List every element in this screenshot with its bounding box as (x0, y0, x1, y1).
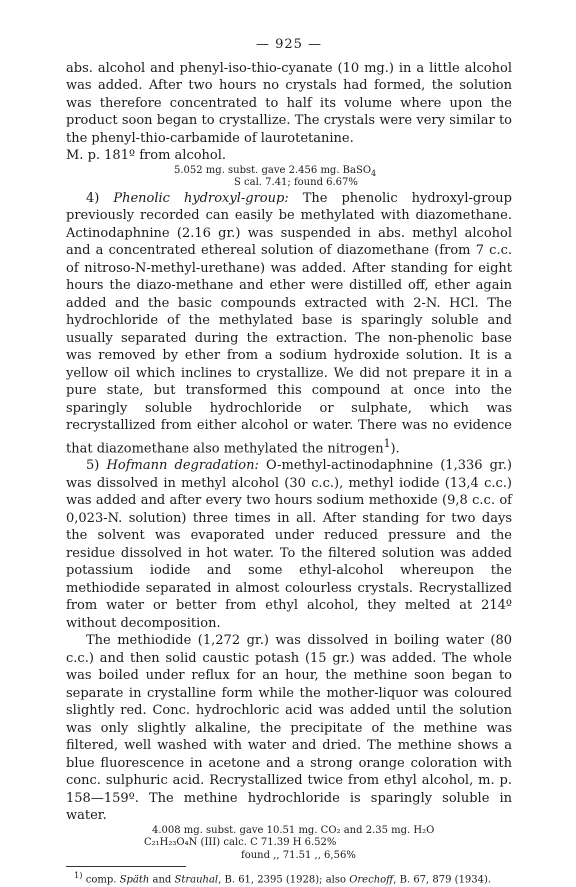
analysis-line: S cal. 7.41; found 6.67% (234, 177, 358, 188)
section-hofmann-degradation: 5) Hofmann degradation: O-methyl-actinodaphnine (1,336 gr.) was dissolved in methyl alcohol (30 c.c.), methyl iodide (13,4 c.c.) was added and after every two hours sodium methoxide (9,8 c.c. of 0,023-N. solution) three times in all. After standing for two days the solvent was evaporated under reduced pressure and the residue dissolved in hot water. To the filtered solution was added potassium iodide and some ethyl-alcohol whereupon the methiodide separated in almost colourless crystals. Recrystallized from water or better from ethyl alcohol, they melted at 214º without decomposition. (66, 458, 512, 631)
footnote-reference: 1 (383, 436, 391, 450)
analysis-block-carbon-hydrogen (66, 825, 512, 863)
footnote: $^{1)}$ comp. Späth and Strauhal, B. 61, 2395 (1928); also Orechoff, B. 67, 879 (1934). (74, 870, 492, 886)
analysis-line: 4.008 mg. subst. gave 10.51 mg. CO₂ and 2.35 mg. H₂O (152, 824, 435, 836)
paragraph-continuation: abs. alcohol and phenyl-iso-thio-cyanate (10 mg.) in a little alcohol was added. After two hours no crystals had formed, the solution was therefore concentrated to half its volume where upon the product soon began to crystallize. The crystals were very similar to the phenyl-thio-carbamide of laurotetanine. (66, 60, 512, 146)
footnote-divider (66, 866, 186, 867)
section-phenolic-hydroxyl: 4) Phenolic hydroxyl-group: The phenolic hydroxyl-group previously recorded can easily be methylated with diazomethane. Actinodaphnine (2.16 gr.) was suspended in abs. methyl alcohol and a concentrated ethereal solution of diazomethane (from 7 c.c. of nitroso-N-methyl-urethane) was added. After standing for eight hours the diazo-methane and ether were distilled off, ether again added and the basic compounds extracted with 2-N. HCl. The hydrochloride of the methylated base is sparingly soluble and usually separated during the extraction. The non-phenolic base was removed by ether from a sodium hydroxide solution. It is a yellow oil which inclines to crystallize. We did not prepare it in a pure state, but transformed this compound at once into the sparingly soluble hydrochloride or sulphate, which was recrystallized from either alcohol or water. There was no evidence that diazomethane also methylated the nitrogen$^1$). (66, 190, 512, 456)
analysis-line: C₂₁H₂₃O₄N (III) calc. C 71.39 H 6.52% (144, 837, 337, 849)
section-heading: Hofmann degradation: (106, 458, 259, 474)
analysis-line: found ,, 71.51 ,, 6,56% (241, 849, 356, 861)
page-number: — 925 — (255, 37, 323, 52)
analysis-line: 5.052 mg. subst. gave 2.456 mg. BaSO$_4$ (174, 164, 377, 178)
analysis-block-sulfur (66, 165, 512, 190)
melting-point-line: M. p. 181º from alcohol. (66, 148, 227, 163)
paragraph-methiodide: The methiodide (1,272 gr.) was dissolved in boiling water (80 c.c.) and then solid caustic potash (15 gr.) was added. The whole was boiled under reflux for an hour, the methine soon began to separate in crystalline form while the mother-liquor was coloured slightly red. Conc. hydrochloric acid was added until the solution was only slightly alkaline, the precipitate of the methine was filtered, well washed with water and dried. The methine shows a blue fluorescence in acetone and a strong orange coloration with conc. sulphuric acid. Recrystallized twice from ethyl alcohol, m. p. 158—159º. The methine hydrochloride is sparingly soluble in water. (66, 633, 512, 824)
section-heading: Phenolic hydroxyl-group: (113, 190, 289, 206)
document-page (66, 36, 512, 887)
